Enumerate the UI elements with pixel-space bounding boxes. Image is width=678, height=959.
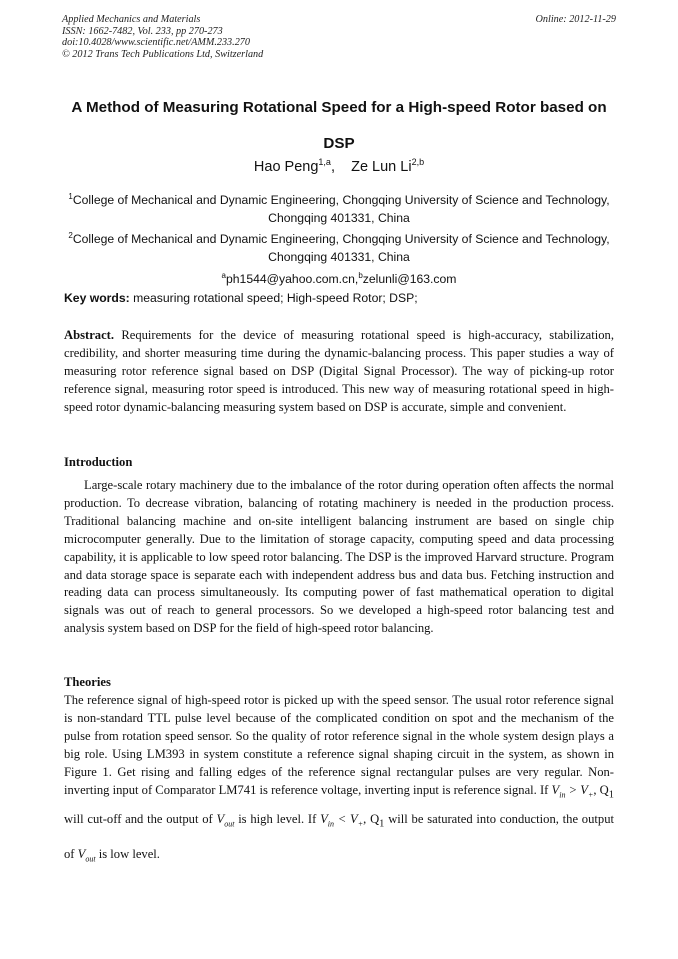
email-a[interactable]: ph1544@yahoo.com.cn, — [226, 271, 359, 286]
affiliation-2: $^2$College of Mechanical and Dynamic Engineering, Chongqing University of Science and Technology, Chongqing 401331, China — [68, 231, 610, 264]
affiliation-1: $^1$College of Mechanical and Dynamic Engineering, Chongqing University of Science and Technology, Chongqing 401331, China — [68, 192, 610, 225]
keywords — [64, 291, 616, 305]
affiliations — [60, 188, 618, 288]
author-separator: , — [330, 158, 335, 175]
keywords-label: Key words: — [64, 291, 130, 305]
author-2-affil: 2,b — [411, 157, 425, 167]
journal-name: Applied Mechanics and Materials — [62, 14, 201, 25]
condition-2: $V_{in} < V_+$ — [320, 811, 364, 829]
emails: $^a$ph1544@yahoo.com.cn,$^b$zelunli@163.com — [221, 270, 457, 286]
author-2: Ze Lun Li — [351, 158, 412, 175]
author-list — [0, 157, 678, 175]
paper-title: A Method of Measuring Rotational Speed for a High-speed Rotor based on DSP — [71, 99, 607, 152]
online-date: Online: 2012-11-29 — [535, 14, 616, 25]
abstract-text: Requirements for the device of measuring rotational speed is high-accuracy, stabilization, credibility, and shorter measuring time during the dynamic-balancing process. This paper studies a way of measuring rotor reference signal based on DSP (Digital Signal Processor). The way of picking-up rotor reference signal, measuring rotor speed is introduced. This new way of measuring rotational speed in high-speed rotor dynamic-balancing measuring system based on DSP is accurate, simple and convenient. — [64, 328, 614, 414]
author-1: Hao Peng — [253, 158, 319, 175]
introduction-text: Large-scale rotary machinery due to the imbalance of the rotor during operation often affects the normal production. To decrease vibration, balancing of rotating machinery is needed in the production process. Traditional balancing machine and on-site intelligent balancing instrument are based on single chip microcomputer generally. Due to the limitation of storage capacity, computing speed and data processing capability, it is applicable to low speed rotor balancing. The DSP is the improved Harvard structure. Program and data storage space is separate each with independent address bus and data bus. Fetching instruction and reading data can process simultaneously. Its computing power of fast mathematical operation to digital signals was out of reach to general processors. So we developed a high-speed rotor balancing test and analysis system based on DSP for the field of high-speed rotor balancing. — [64, 478, 614, 636]
keywords-text: measuring rotational speed; High-speed Rotor; DSP; — [133, 291, 418, 305]
issn-line: ISSN: 1662-7482, Vol. 233, pp 270-273 — [62, 25, 223, 37]
theories-heading: Theories — [64, 675, 111, 689]
abstract-label: Abstract. — [64, 328, 115, 342]
copyright-line: © 2012 Trans Tech Publications Ltd, Switzerland — [62, 48, 264, 60]
author-1-affil: 1,a — [318, 157, 331, 167]
introduction-heading: Introduction — [64, 455, 133, 469]
condition-1: $V_{in} > V_+$ — [551, 782, 594, 800]
abstract — [64, 327, 614, 417]
vout-symbol-2: $V_{out}$ — [77, 847, 96, 864]
vout-symbol: $V_{out}$ — [216, 811, 235, 829]
email-b[interactable]: zelunli@163.com — [362, 271, 457, 286]
theories-text: The reference signal of high-speed rotor is picked up with the speed sensor. The usual rotor reference signal is non-standard TTL pulse level because of the complicated condition on spot and the mechanism of the pulse from rotation speed sensor. So the quality of rotor reference signal in the whole system design plays a big role. Using LM393 in system constitute a reference signal shaping circuit in the system, as shown in Figure 1. Get rising and falling edges of the reference signal rectangular pulses are very regular. Non-inverting input of Comparator LM741 is reference voltage, inverting input is reference signal. If $V_{in} > V_+$, $Q_1$ will cut-off and the output of $V_{out}$ is high level. If $V_{in} < V_+$, $Q_1$ will be saturated into conduction, the output of $V_{out}$ is low level. — [64, 693, 615, 864]
page-header — [62, 14, 616, 60]
doi-line: doi:10.4028/www.scientific.net/AMM.233.270 — [62, 37, 250, 49]
